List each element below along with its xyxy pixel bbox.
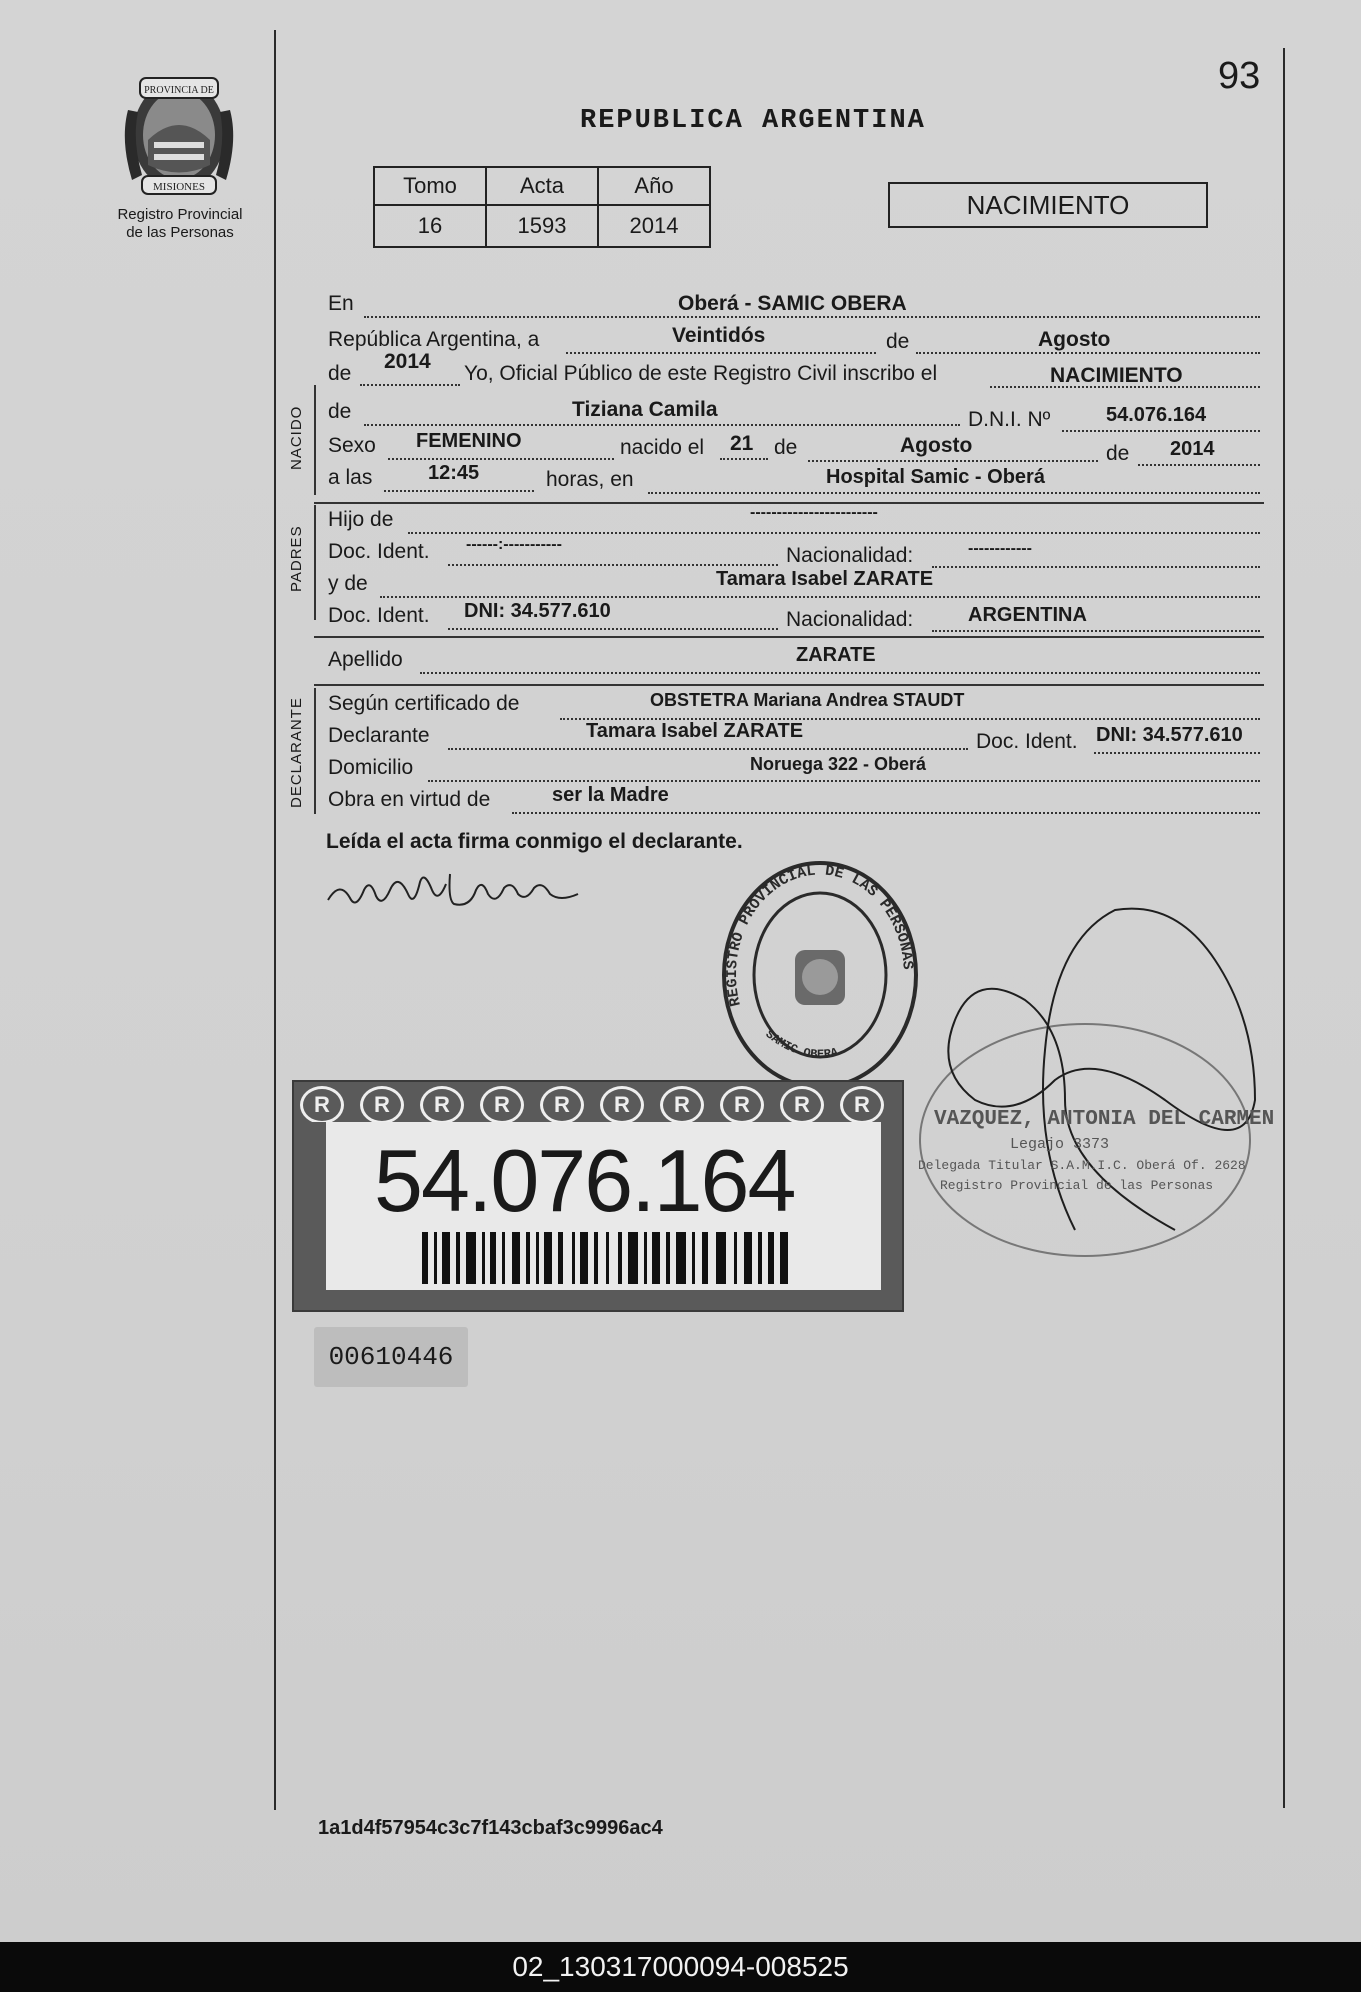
r-mark-icon: R — [780, 1086, 824, 1122]
declarant-signature — [320, 860, 590, 920]
cert-value: OBSTETRA Mariana Andrea STAUDT — [650, 690, 965, 710]
section-divider — [314, 684, 1264, 686]
line-republica — [328, 328, 539, 354]
value-tomo: 16 — [374, 205, 486, 247]
header-anio: Año — [598, 167, 710, 205]
sexo-value: FEMENINO — [416, 430, 522, 452]
birth-time: 12:45 — [428, 462, 480, 484]
en-value: Oberá - SAMIC OBERA — [678, 292, 907, 315]
dotted-line — [448, 626, 778, 630]
republica-label: República Argentina, a — [328, 328, 540, 351]
en-label: En — [328, 292, 354, 315]
right-margin-rule — [1283, 48, 1285, 1808]
declarante-rule — [314, 688, 316, 814]
inscribe-value: NACIMIENTO — [1050, 364, 1183, 387]
value-anio: 2014 — [598, 205, 710, 247]
birth-month: Agosto — [900, 434, 973, 457]
crest-text-bottom: MISIONES — [153, 181, 205, 193]
closing-note: Leída el acta firma conmigo el declarante. — [326, 830, 743, 853]
obra-label: Obra en virtud de — [328, 788, 491, 811]
nacido-de-label: de — [328, 400, 352, 423]
left-margin-rule — [274, 30, 276, 1810]
nacido-de-label-3: de — [1106, 442, 1130, 465]
sexo-label: Sexo — [328, 434, 376, 457]
dotted-line — [360, 382, 460, 386]
barcode-label — [326, 1122, 881, 1290]
dotted-line — [512, 810, 1260, 814]
dotted-line — [384, 488, 534, 492]
dotted-line — [932, 628, 1260, 632]
a-las-label: a las — [328, 466, 373, 489]
father-value: ------------------------ — [750, 504, 878, 521]
control-code-label: 00610446 — [314, 1327, 468, 1387]
r-mark-icon: R — [300, 1086, 344, 1122]
officer-text: Yo, Oficial Público de este Registro Civil inscribo el — [464, 362, 938, 385]
record-table — [373, 166, 711, 248]
nac2-value: ARGENTINA — [968, 604, 1087, 626]
page-number: 93 — [1218, 55, 1261, 97]
dotted-line — [364, 422, 960, 426]
seal-inner-path: SAMIC OBERA — [762, 1027, 840, 1062]
registry-seal — [715, 855, 925, 1095]
r-mark-icon: R — [840, 1086, 884, 1122]
de-label-2: de — [328, 362, 352, 385]
dotted-line — [420, 670, 1260, 674]
barcode-sticker — [292, 1080, 904, 1312]
header-acta: Acta — [486, 167, 598, 205]
section-nacido: NACIDO — [288, 405, 305, 470]
mother-value: Tamara Isabel ZARATE — [716, 568, 934, 590]
decl-doc-value: DNI: 34.577.610 — [1096, 724, 1243, 746]
section-declarante: DECLARANTE — [288, 697, 305, 808]
dotted-line — [408, 530, 1260, 534]
seal-ring-path: REGISTRO PROVINCIAL DE LAS PERSONAS — [723, 862, 916, 1008]
record-type-box: NACIMIENTO — [888, 182, 1208, 228]
decl-value: Tamara Isabel ZARATE — [586, 720, 804, 742]
header-tomo: Tomo — [374, 167, 486, 205]
birth-year: 2014 — [1170, 438, 1215, 460]
document-hash: 1a1d4f57954c3c7f143cbaf3c9996ac4 — [318, 1817, 663, 1839]
month-value: Agosto — [1038, 328, 1111, 351]
nac1-value: ------------ — [968, 540, 1032, 557]
dotted-line — [648, 490, 1260, 494]
doc2-value: DNI: 34.577.610 — [464, 600, 611, 622]
r-mark-icon: R — [720, 1086, 764, 1122]
dotted-line — [566, 350, 876, 354]
official-office: Registro Provincial de las Personas — [940, 1178, 1214, 1193]
dotted-line — [808, 458, 1098, 462]
dom-label: Domicilio — [328, 756, 414, 779]
apellido-label: Apellido — [328, 648, 403, 671]
nacido-rule — [314, 385, 316, 495]
decl-label: Declarante — [328, 724, 430, 747]
file-id-footer: 02_130317000094-008525 — [0, 1942, 1361, 1992]
dotted-line — [448, 746, 968, 750]
official-name: VAZQUEZ, ANTONIA DEL CARMEN — [934, 1108, 1275, 1131]
official-stamp — [915, 900, 1265, 1260]
dotted-line — [1138, 462, 1260, 466]
padres-rule — [314, 505, 316, 620]
barcode-number: 54.076.164 — [374, 1131, 795, 1230]
birth-day: 21 — [730, 432, 754, 455]
doc2-label: Doc. Ident. — [328, 604, 430, 627]
yde-label: y de — [328, 572, 368, 595]
section-divider — [314, 636, 1264, 638]
r-mark-icon: R — [540, 1086, 584, 1122]
apellido-value: ZARATE — [796, 644, 876, 666]
official-role: Delegada Titular S.A.M.I.C. Oberá Of. 2628 — [918, 1158, 1246, 1173]
r-mark-icon: R — [420, 1086, 464, 1122]
line-en — [328, 292, 354, 318]
horas-label: horas, en — [546, 468, 634, 491]
dotted-line — [428, 778, 1260, 782]
r-pattern-top — [294, 1082, 902, 1122]
r-mark-icon: R — [360, 1086, 404, 1122]
dotted-line — [720, 456, 768, 460]
hijo-label: Hijo de — [328, 508, 394, 531]
dotted-line — [1062, 428, 1260, 432]
dotted-line — [380, 594, 1260, 598]
dotted-line — [1094, 750, 1260, 754]
cert-label: Según certificado de — [328, 692, 520, 715]
nacido-de-label-2: de — [774, 436, 798, 459]
r-mark-icon: R — [480, 1086, 524, 1122]
seal-inner-text — [763, 1027, 840, 1061]
nacido-el-label: nacido el — [620, 436, 705, 459]
doc1-label: Doc. Ident. — [328, 540, 430, 563]
dom-value: Noruega 322 - Oberá — [750, 754, 927, 774]
r-mark-icon: R — [600, 1086, 644, 1122]
nac2-label: Nacionalidad: — [786, 608, 914, 631]
decl-doc-label: Doc. Ident. — [976, 730, 1078, 753]
dni-label: D.N.I. Nº — [968, 408, 1051, 431]
crest-text-top: PROVINCIA DE — [144, 85, 214, 96]
registry-name — [95, 206, 265, 242]
section-padres: PADRES — [288, 525, 305, 592]
registry-line-2: de las Personas — [126, 224, 234, 241]
day-value: Veintidós — [672, 324, 766, 347]
year-value: 2014 — [384, 350, 431, 373]
dotted-line — [932, 564, 1260, 568]
child-name: Tiziana Camila — [572, 398, 718, 421]
nac1-label: Nacionalidad: — [786, 544, 914, 567]
obra-value: ser la Madre — [552, 784, 669, 806]
barcode-bars-icon — [422, 1232, 792, 1284]
doc1-value: ------:----------- — [466, 536, 562, 553]
official-legajo: Legajo 3373 — [1010, 1136, 1110, 1153]
dotted-line — [388, 456, 614, 460]
provincial-crest-icon — [120, 70, 238, 200]
dotted-line — [448, 562, 778, 566]
de-label: de — [886, 330, 910, 353]
r-mark-icon: R — [660, 1086, 704, 1122]
registry-line-1: Registro Provincial — [117, 206, 243, 223]
birth-place: Hospital Samic - Oberá — [826, 466, 1045, 488]
dni-value: 54.076.164 — [1106, 404, 1207, 426]
document-title: REPUBLICA ARGENTINA — [580, 106, 926, 136]
value-acta: 1593 — [486, 205, 598, 247]
